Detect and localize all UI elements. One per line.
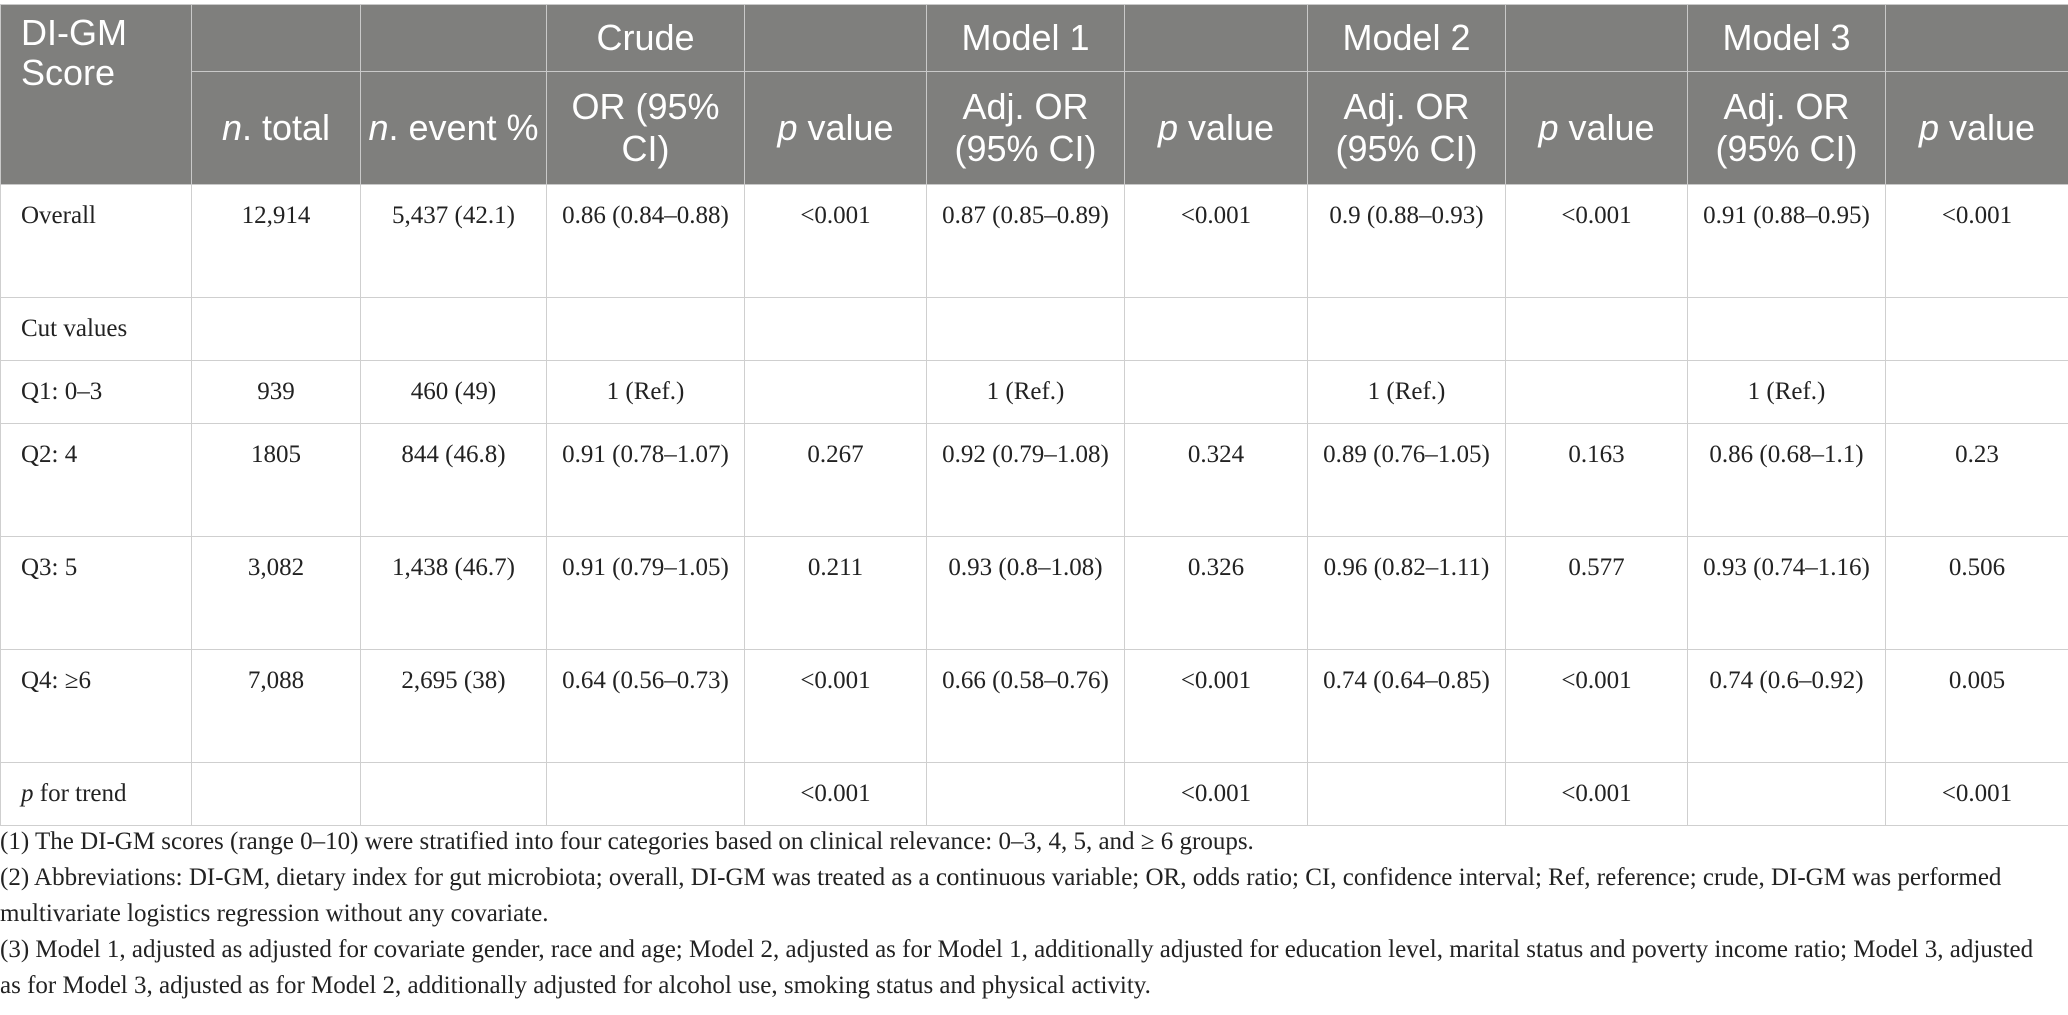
cell-crude-or: 0.91 (0.78–1.07) [547, 424, 745, 537]
cell-crude-or: 0.86 (0.84–0.88) [547, 185, 745, 298]
column-header-crude-p: p value [745, 72, 927, 185]
cell-m1-or [927, 763, 1125, 826]
group-header-model-2: Model 2 [1308, 5, 1506, 72]
cell-crude-p: <0.001 [745, 763, 927, 826]
table-row-q4 [1, 650, 2068, 763]
cell-m3-or: 0.74 (0.6–0.92) [1688, 650, 1886, 763]
cell-n-total: 7,088 [192, 650, 361, 763]
cell-m2-or: 1 (Ref.) [1308, 361, 1506, 424]
header-blank [1125, 5, 1308, 72]
cell-m2-p [1506, 298, 1688, 361]
cell-m3-p: 0.506 [1886, 537, 2068, 650]
cell-m1-p: <0.001 [1125, 763, 1308, 826]
cell-m1-p: 0.326 [1125, 537, 1308, 650]
cell-m2-p: <0.001 [1506, 650, 1688, 763]
cell-m3-or [1688, 298, 1886, 361]
results-table-container [0, 4, 2068, 826]
table-row-cut-values [1, 298, 2068, 361]
header-blank [745, 5, 927, 72]
header-blank [1506, 5, 1688, 72]
cell-m1-p: <0.001 [1125, 650, 1308, 763]
table-row-q2 [1, 424, 2068, 537]
cell-m3-or: 0.86 (0.68–1.1) [1688, 424, 1886, 537]
cell-crude-or: 1 (Ref.) [547, 361, 745, 424]
cell-crude-or: 0.91 (0.79–1.05) [547, 537, 745, 650]
header-blank [361, 5, 547, 72]
cell-m3-or [1688, 763, 1886, 826]
row-label: Q2: 4 [1, 424, 192, 537]
cell-crude-or [547, 298, 745, 361]
cell-m2-p: 0.577 [1506, 537, 1688, 650]
corner-header: DI-GM Score [1, 5, 192, 185]
cell-m1-or: 1 (Ref.) [927, 361, 1125, 424]
cell-m3-p [1886, 361, 2068, 424]
column-header-m2-p: p value [1506, 72, 1688, 185]
header-row-columns [1, 72, 2068, 185]
cell-crude-or [547, 763, 745, 826]
cell-m1-or: 0.87 (0.85–0.89) [927, 185, 1125, 298]
cell-m2-p [1506, 361, 1688, 424]
cell-n-total [192, 763, 361, 826]
cell-n-event: 1,438 (46.7) [361, 537, 547, 650]
cell-m1-p [1125, 298, 1308, 361]
cell-m3-p: <0.001 [1886, 763, 2068, 826]
cell-m3-or: 0.91 (0.88–0.95) [1688, 185, 1886, 298]
cell-m2-or [1308, 763, 1506, 826]
footnote-3: (3) Model 1, adjusted as adjusted for covariate gender, race and age; Model 2, adjusted as for Model 1, additionally adjusted for education level, marital status and poverty income ratio; Model 3, adjusted as for Model 3, adjusted as for Model 2, additionally adjusted for alcohol use, smoking status and physical activity. [0, 936, 2034, 999]
cell-m2-or: 0.89 (0.76–1.05) [1308, 424, 1506, 537]
row-label: Q3: 5 [1, 537, 192, 650]
cell-n-total: 939 [192, 361, 361, 424]
column-header-m3-p: p value [1886, 72, 2068, 185]
row-label: Q1: 0–3 [1, 361, 192, 424]
table-row-q1 [1, 361, 2068, 424]
cell-crude-p [745, 361, 927, 424]
column-header-n-event: n. event % [361, 72, 547, 185]
cell-n-event: 460 (49) [361, 361, 547, 424]
row-label: Cut values [1, 298, 192, 361]
footnote-1: (1) The DI-GM scores (range 0–10) were stratified into four categories based on clinical relevance: 0–3, 4, 5, and ≥ 6 groups. [0, 828, 1254, 855]
row-label: p for trend [1, 763, 192, 826]
cell-n-event: 5,437 (42.1) [361, 185, 547, 298]
cell-crude-or: 0.64 (0.56–0.73) [547, 650, 745, 763]
cell-m3-or: 1 (Ref.) [1688, 361, 1886, 424]
cell-crude-p: <0.001 [745, 185, 927, 298]
group-header-model-3: Model 3 [1688, 5, 1886, 72]
row-label: Overall [1, 185, 192, 298]
table-header [1, 5, 2068, 185]
table-body [1, 185, 2068, 826]
cell-m1-p: <0.001 [1125, 185, 1308, 298]
cell-m2-p: <0.001 [1506, 763, 1688, 826]
cell-m1-or: 0.92 (0.79–1.08) [927, 424, 1125, 537]
cell-m3-p: <0.001 [1886, 185, 2068, 298]
cell-m1-p: 0.324 [1125, 424, 1308, 537]
cell-m2-or: 0.96 (0.82–1.11) [1308, 537, 1506, 650]
cell-crude-p: 0.267 [745, 424, 927, 537]
cell-m3-p: 0.23 [1886, 424, 2068, 537]
cell-n-event: 844 (46.8) [361, 424, 547, 537]
cell-n-total: 3,082 [192, 537, 361, 650]
cell-n-event [361, 298, 547, 361]
header-blank [192, 5, 361, 72]
header-blank [1886, 5, 2068, 72]
cell-n-event: 2,695 (38) [361, 650, 547, 763]
results-table [0, 4, 2068, 826]
table-row-overall [1, 185, 2068, 298]
cell-m2-or: 0.74 (0.64–0.85) [1308, 650, 1506, 763]
cell-m2-or [1308, 298, 1506, 361]
cell-n-event [361, 763, 547, 826]
column-header-m3-or: Adj. OR (95% CI) [1688, 72, 1886, 185]
cell-n-total: 1805 [192, 424, 361, 537]
cell-m1-p [1125, 361, 1308, 424]
cell-m3-p: 0.005 [1886, 650, 2068, 763]
cell-m1-or: 0.66 (0.58–0.76) [927, 650, 1125, 763]
cell-m1-or: 0.93 (0.8–1.08) [927, 537, 1125, 650]
column-header-m2-or: Adj. OR (95% CI) [1308, 72, 1506, 185]
table-row-p-for-trend [1, 763, 2068, 826]
footnote-2: (2) Abbreviations: DI-GM, dietary index for gut microbiota; overall, DI-GM was treated as a continuous variable; OR, odds ratio; CI, confidence interval; Ref, reference; crude, DI-GM was performed multivariate logistics regression without any covariate. [0, 864, 2002, 927]
cell-m3-p [1886, 298, 2068, 361]
cell-n-total: 12,914 [192, 185, 361, 298]
cell-m1-or [927, 298, 1125, 361]
cell-m2-p: 0.163 [1506, 424, 1688, 537]
cell-crude-p: 0.211 [745, 537, 927, 650]
group-header-model-1: Model 1 [927, 5, 1125, 72]
cell-crude-p [745, 298, 927, 361]
table-footnotes [0, 824, 2060, 1004]
group-header-crude: Crude [547, 5, 745, 72]
cell-crude-p: <0.001 [745, 650, 927, 763]
cell-m2-p: <0.001 [1506, 185, 1688, 298]
table-row-q3 [1, 537, 2068, 650]
column-header-m1-or: Adj. OR (95% CI) [927, 72, 1125, 185]
cell-m2-or: 0.9 (0.88–0.93) [1308, 185, 1506, 298]
cell-m3-or: 0.93 (0.74–1.16) [1688, 537, 1886, 650]
header-row-groups [1, 5, 2068, 72]
column-header-m1-p: p value [1125, 72, 1308, 185]
column-header-crude-or: OR (95% CI) [547, 72, 745, 185]
row-label: Q4: ≥6 [1, 650, 192, 763]
column-header-n-total: n. total [192, 72, 361, 185]
cell-n-total [192, 298, 361, 361]
